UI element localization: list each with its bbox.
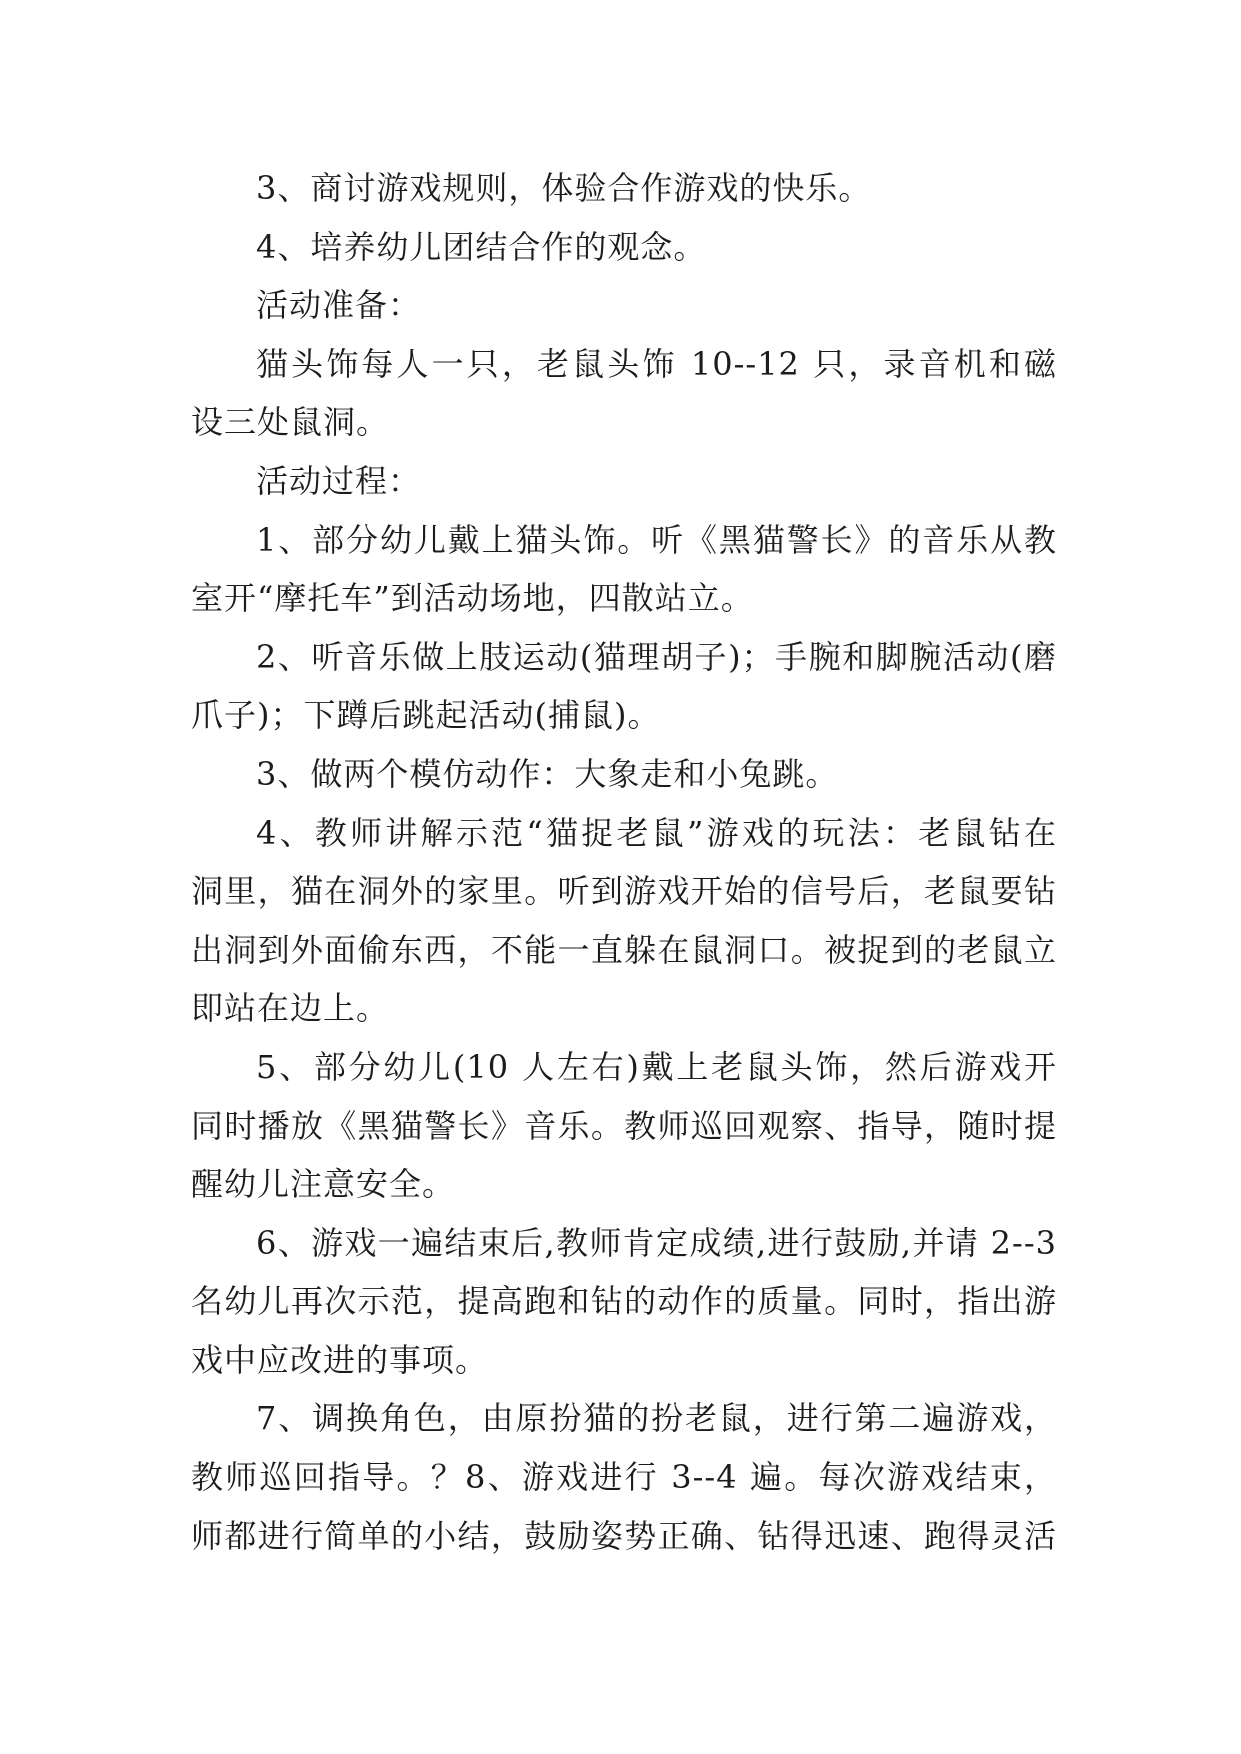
paragraph-line: 6、游戏一遍结束后,教师肯定成绩,进行鼓励,并请 2--3: [256, 1223, 1057, 1262]
paragraph-line: 爪子)；下蹲后跳起活动(捕鼠)。: [191, 696, 661, 735]
paragraph-goal-3: [191, 159, 1057, 218]
paragraph-goal-4: [191, 218, 1057, 277]
paragraph-line: 设三处鼠洞。: [191, 403, 390, 442]
paragraph-step-5: [191, 1038, 1057, 1214]
paragraph-preparation: [191, 335, 1057, 452]
paragraph-line: 室开“摩托车”到活动场地，四散站立。: [191, 579, 754, 618]
paragraph-line: 7、调换角色，由原扮猫的扮老鼠，进行第二遍游戏，: [256, 1399, 1057, 1438]
paragraph-step-4: [191, 804, 1057, 1038]
paragraph-line: 1、部分幼儿戴上猫头饰。听《黑猫警长》的音乐从教: [256, 520, 1057, 559]
paragraph-line: 猫头饰每人一只，老鼠头饰 10--12 只，录音机和磁: [256, 344, 1057, 383]
paragraph-step-1: [191, 511, 1057, 628]
paragraph-line: 3、做两个模仿动作：大象走和小兔跳。: [256, 754, 839, 793]
paragraph-line: 戏中应改进的事项。: [191, 1340, 489, 1379]
paragraph-line: 2、听音乐做上肢运动(猫理胡子)；手腕和脚腕活动(磨: [256, 637, 1057, 676]
paragraph-line: 出洞到外面偷东西，不能一直躲在鼠洞口。被捉到的老鼠立: [191, 930, 1057, 969]
paragraph-line: 3、商讨游戏规则，体验合作游戏的快乐。: [256, 169, 872, 207]
section-heading-preparation: [191, 276, 1057, 335]
paragraph-line: 4、培养幼儿团结合作的观念。: [256, 227, 707, 266]
paragraph-step-3: [191, 745, 1057, 804]
section-heading-process: [191, 452, 1057, 511]
paragraph-line: 名幼儿再次示范，提高跑和钻的动作的质量。同时，指出游: [191, 1282, 1057, 1321]
paragraph-line: 即站在边上。: [191, 989, 390, 1028]
section-heading: 活动准备：: [256, 286, 422, 325]
paragraph-step-2: [191, 628, 1057, 745]
paragraph-line: 洞里，猫在洞外的家里。听到游戏开始的信号后，老鼠要钻: [191, 872, 1057, 911]
section-heading: 活动过程：: [256, 461, 422, 500]
paragraph-line: 5、部分幼儿(10 人左右)戴上老鼠头饰，然后游戏开: [256, 1047, 1057, 1086]
paragraph-step-6: [191, 1214, 1057, 1390]
paragraph-line: 教师巡回指导。？8、游戏进行 3--4 遍。每次游戏结束，: [191, 1458, 1057, 1497]
paragraph-line: 4、教师讲解示范“猫捉老鼠”游戏的玩法：老鼠钻在: [256, 813, 1057, 852]
paragraph-line: 同时播放《黑猫警长》音乐。教师巡回观察、指导，随时提: [191, 1106, 1057, 1145]
paragraph-step-7: [191, 1389, 1057, 1565]
paragraph-line: 师都进行简单的小结，鼓励姿势正确、钻得迅速、跑得灵活: [191, 1516, 1057, 1555]
paragraph-line: 醒幼儿注意安全。: [191, 1165, 456, 1204]
document-body: [191, 159, 1057, 1565]
